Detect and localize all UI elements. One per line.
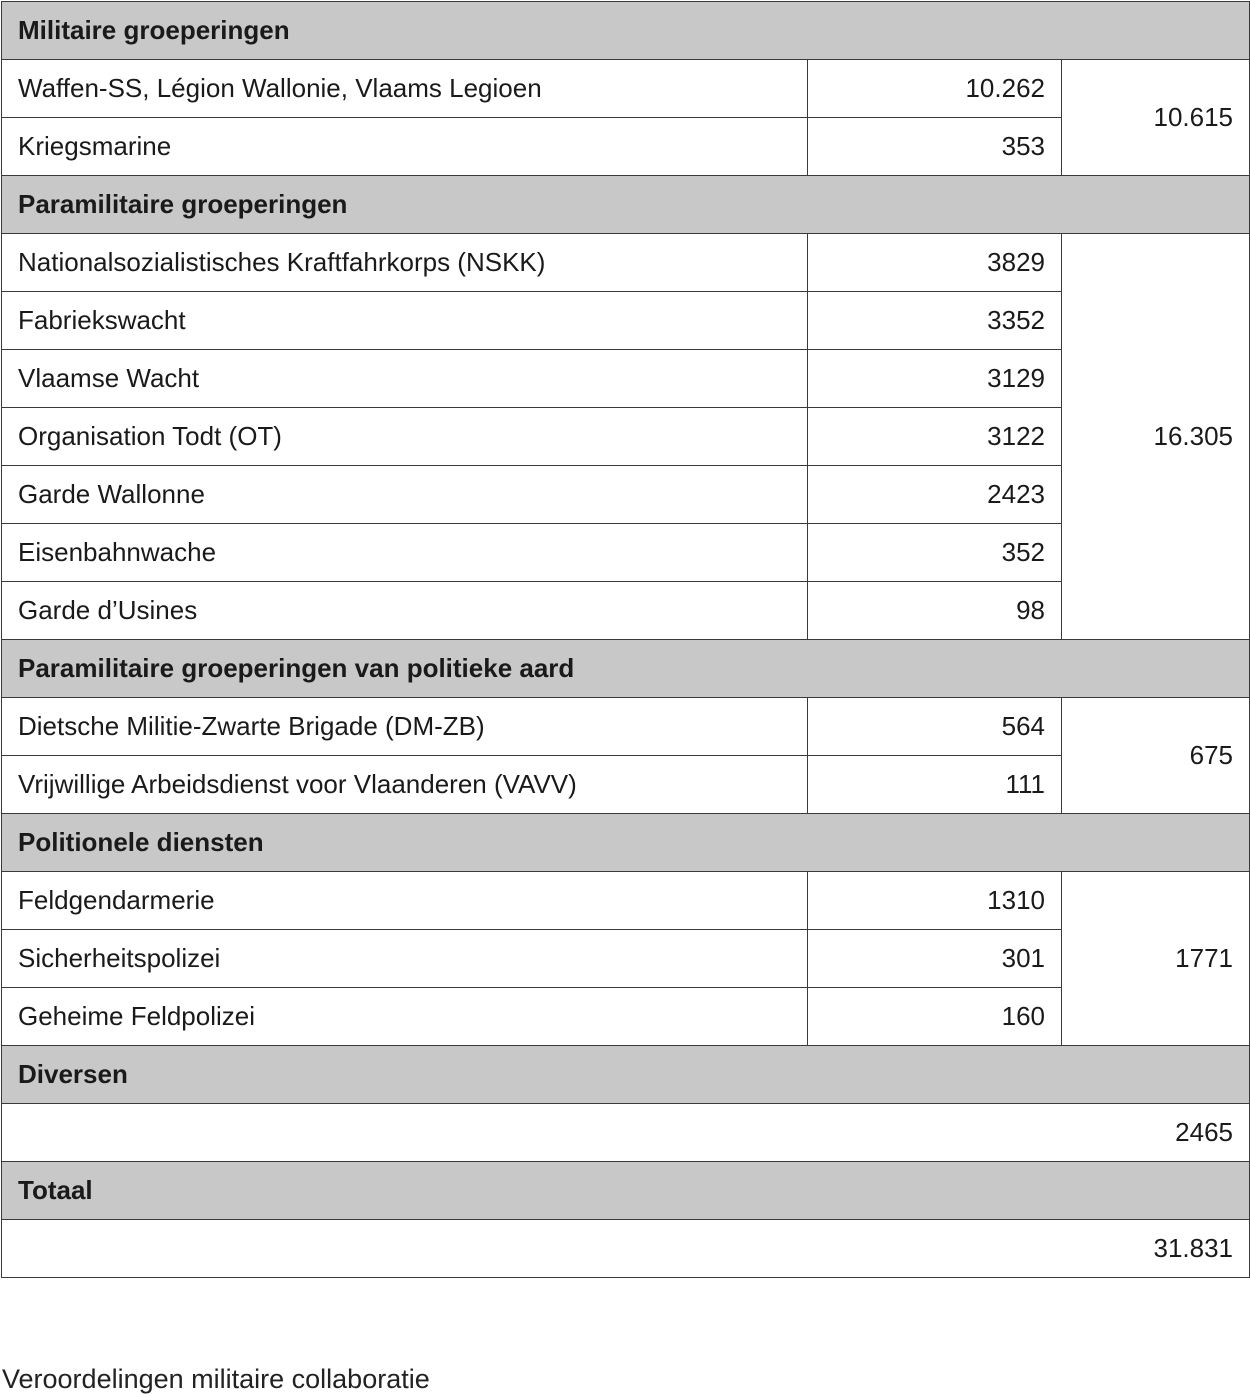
table-row (2, 872, 1250, 930)
item-name: Garde d’Usines (2, 582, 808, 640)
item-name: Fabriekswacht (2, 292, 808, 350)
item-value: 10.262 (808, 60, 1062, 118)
item-value: 353 (808, 118, 1062, 176)
collaboration-table (1, 1, 1250, 1278)
section-header-row (2, 814, 1250, 872)
item-value: 3352 (808, 292, 1062, 350)
group-total: 675 (1062, 698, 1250, 814)
item-value: 111 (808, 756, 1062, 814)
section-header-row (2, 2, 1250, 60)
item-value: 2423 (808, 466, 1062, 524)
section-header-row (2, 640, 1250, 698)
item-name: Nationalsozialistisches Kraftfahrkorps (NSKK) (2, 234, 808, 292)
item-value: 160 (808, 988, 1062, 1046)
table-caption: Veroordelingen militaire collaboratie (2, 1364, 430, 1394)
table-body (2, 2, 1250, 1278)
item-value: 98 (808, 582, 1062, 640)
item-name: Eisenbahnwache (2, 524, 808, 582)
item-name: Dietsche Militie-Zwarte Brigade (DM-ZB) (2, 698, 808, 756)
table-row (2, 234, 1250, 292)
item-value: 3122 (808, 408, 1062, 466)
item-value: 1310 (808, 872, 1062, 930)
item-name: Vlaamse Wacht (2, 350, 808, 408)
item-value: 3829 (808, 234, 1062, 292)
group-total: 16.305 (1062, 234, 1250, 640)
section-title: Diversen (2, 1046, 1250, 1104)
item-name: Feldgendarmerie (2, 872, 808, 930)
section-title: Paramilitaire groeperingen van politieke aard (2, 640, 1250, 698)
item-name: Organisation Todt (OT) (2, 408, 808, 466)
section-title: Totaal (2, 1162, 1250, 1220)
table-row (2, 698, 1250, 756)
section-header-row (2, 176, 1250, 234)
group-total: 10.615 (1062, 60, 1250, 176)
section-total-value: 2465 (2, 1104, 1250, 1162)
item-name: Vrijwillige Arbeidsdienst voor Vlaanderen (VAVV) (2, 756, 808, 814)
item-name: Waffen-SS, Légion Wallonie, Vlaams Legioen (2, 60, 808, 118)
section-title: Politionele diensten (2, 814, 1250, 872)
group-total: 1771 (1062, 872, 1250, 1046)
collaboration-table-container (1, 1, 1249, 1278)
section-total-row (2, 1104, 1250, 1162)
item-value: 352 (808, 524, 1062, 582)
item-value: 3129 (808, 350, 1062, 408)
section-total-row (2, 1220, 1250, 1278)
item-name: Geheime Feldpolizei (2, 988, 808, 1046)
section-total-value: 31.831 (2, 1220, 1250, 1278)
table-row (2, 60, 1250, 118)
item-value: 564 (808, 698, 1062, 756)
section-header-row (2, 1046, 1250, 1104)
item-name: Garde Wallonne (2, 466, 808, 524)
section-title: Militaire groeperingen (2, 2, 1250, 60)
item-name: Sicherheitspolizei (2, 930, 808, 988)
section-title: Paramilitaire groeperingen (2, 176, 1250, 234)
item-name: Kriegsmarine (2, 118, 808, 176)
section-header-row (2, 1162, 1250, 1220)
item-value: 301 (808, 930, 1062, 988)
